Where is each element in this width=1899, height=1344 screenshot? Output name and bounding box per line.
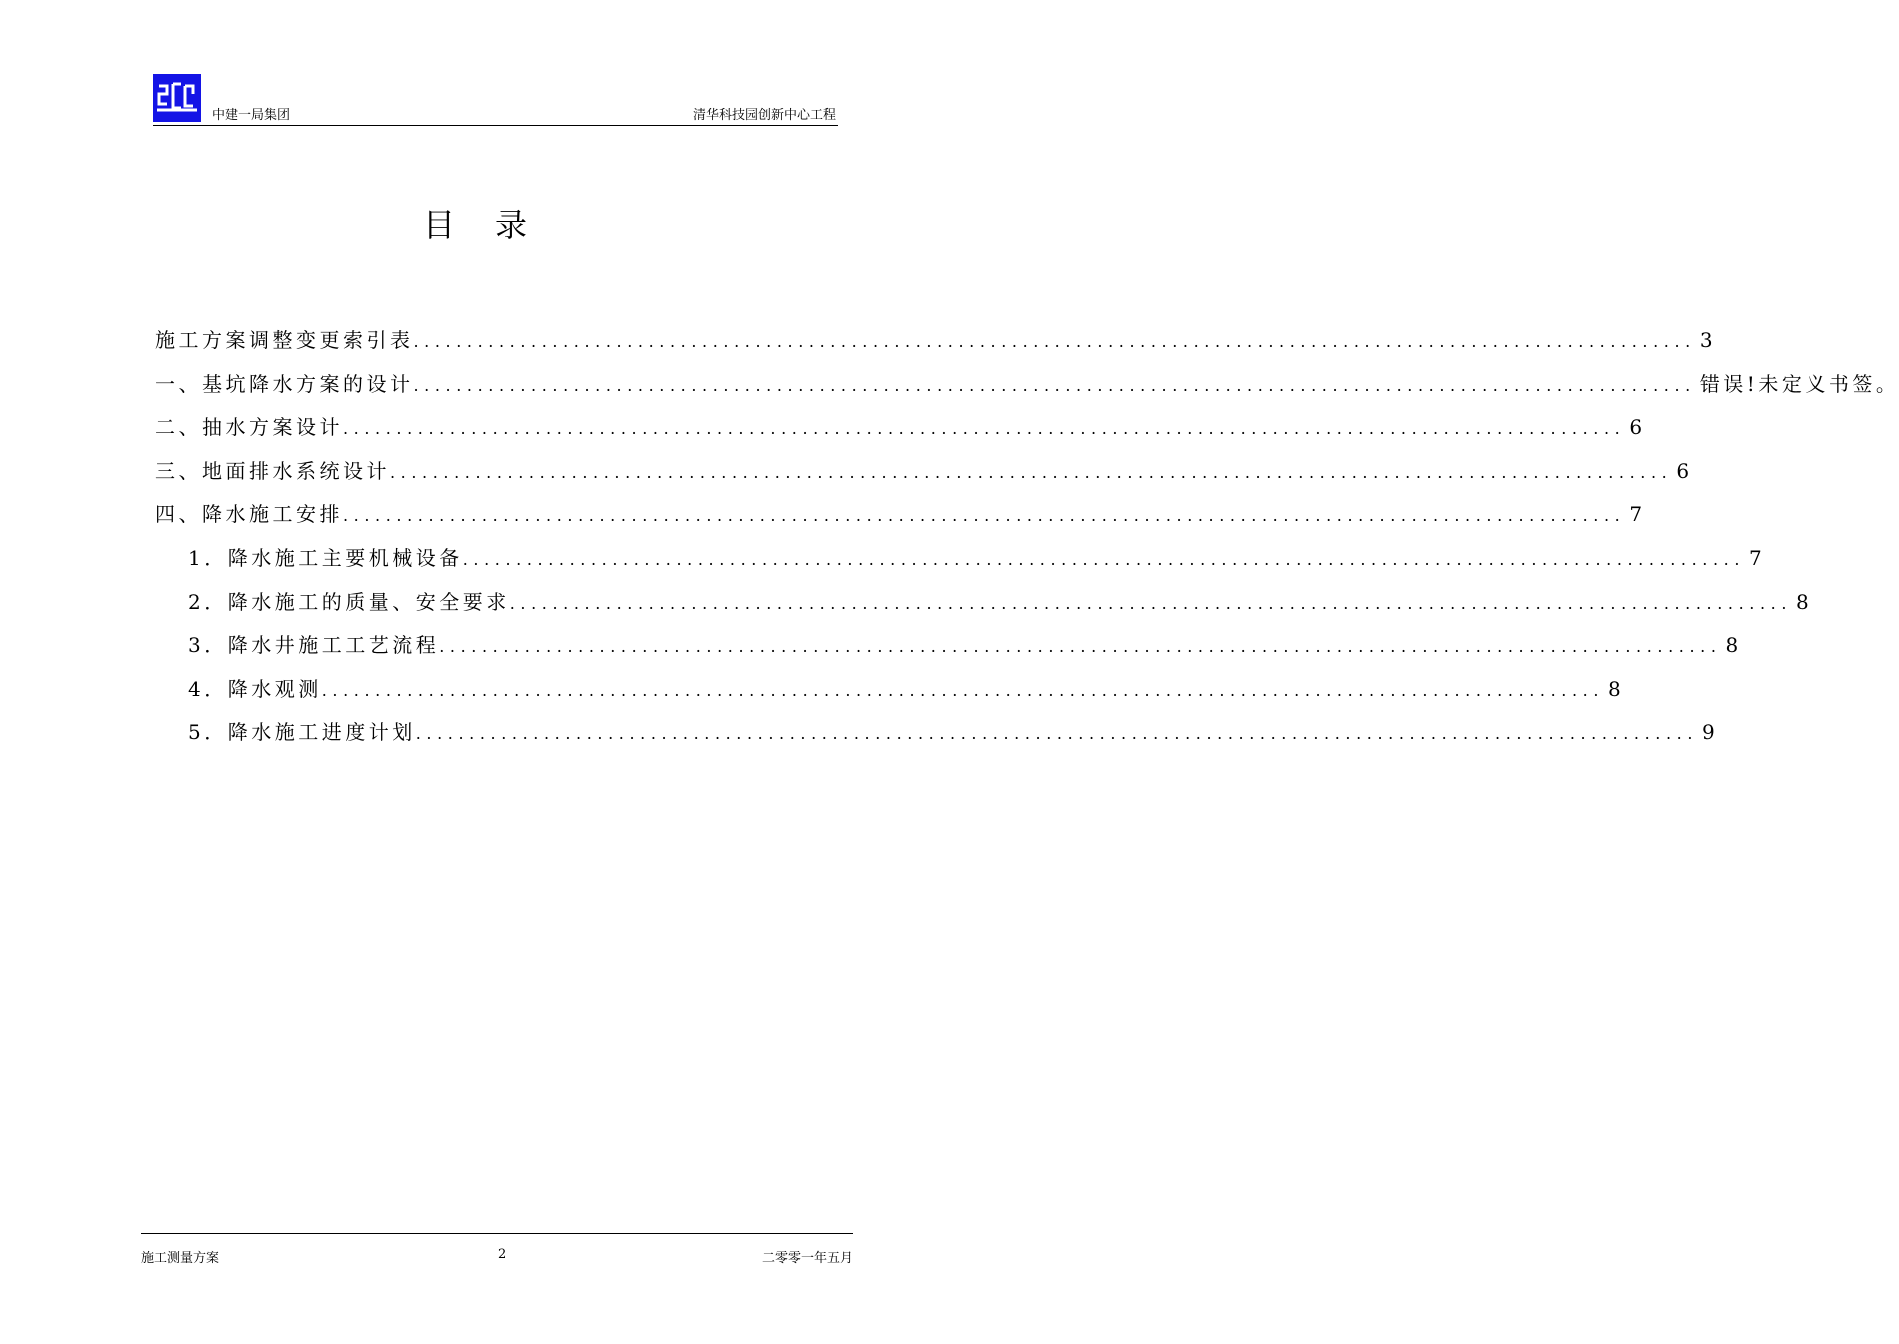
page-title: 目录 — [422, 206, 567, 244]
toc-leader-dots: ........................................................................................................................ — [439, 637, 1722, 657]
toc-leader-dots: ........................................................................................................................ — [343, 419, 1626, 439]
toc-entry-page: 9 — [1702, 720, 1715, 745]
toc-entry-title: 一、基坑降水方案的设计 — [155, 371, 414, 396]
toc-entry[interactable] — [155, 629, 1739, 673]
toc-entry-title: 四、降水施工安排 — [155, 502, 343, 527]
footer-page-number: 2 — [498, 1247, 507, 1262]
toc-entry-title: 4．降水观测 — [188, 676, 322, 701]
toc-entry-page: 8 — [1608, 676, 1621, 701]
toc-entry-title: 3．降水井施工工艺流程 — [188, 633, 440, 658]
toc-entry-page: 7 — [1629, 502, 1643, 527]
toc-entry-page: 8 — [1796, 589, 1809, 614]
toc-leader-dots: ........................................................................................................................ — [343, 506, 1626, 526]
toc-entry[interactable] — [155, 673, 1621, 717]
table-of-contents — [155, 324, 1899, 760]
toc-leader-dots: ........................................................................................................................ — [415, 724, 1699, 744]
footer-doc-name: 施工测量方案 — [141, 1251, 220, 1266]
toc-entry-title: 施工方案调整变更索引表 — [155, 328, 414, 352]
toc-entry[interactable] — [155, 455, 1690, 499]
toc-leader-dots: ........................................................................................................................ — [390, 462, 1673, 482]
toc-entry[interactable] — [155, 368, 1899, 412]
toc-leader-dots: ........................................................................................................................ — [462, 549, 1746, 569]
toc-entry-title: 二、抽水方案设计 — [155, 415, 343, 440]
toc-entry[interactable] — [155, 324, 1713, 368]
toc-leader-dots: ........................................................................................................................ — [413, 332, 1696, 351]
toc-entry-title: 5．降水施工进度计划 — [188, 720, 416, 745]
toc-entry[interactable] — [155, 586, 1809, 630]
toc-entry-page: 8 — [1725, 633, 1739, 658]
toc-leader-dots: ........................................................................................................................ — [509, 593, 1793, 613]
footer-date: 二零零一年五月 — [761, 1251, 853, 1266]
toc-leader-dots: ........................................................................................................................ — [413, 375, 1696, 395]
header-project: 清华科技园创新中心工程 — [692, 108, 836, 123]
toc-entry[interactable] — [155, 411, 1643, 455]
toc-entry[interactable] — [155, 498, 1643, 542]
toc-entry-title: 三、地面排水系统设计 — [155, 458, 390, 483]
toc-entry-page: 6 — [1629, 415, 1643, 440]
toc-entry-page: 6 — [1676, 458, 1690, 483]
toc-entry-title: 1．降水施工主要机械设备 — [188, 545, 463, 570]
toc-entry-title: 2．降水施工的质量、安全要求 — [188, 589, 510, 614]
footer-rule — [141, 1233, 853, 1234]
header-company: 中建一局集团 — [212, 108, 291, 123]
toc-leader-dots: ........................................................................................................................ — [321, 680, 1605, 700]
toc-entry-page: 7 — [1749, 545, 1762, 570]
header-rule — [153, 125, 838, 126]
toc-entry[interactable] — [155, 716, 1715, 760]
toc-entry-page: 3 — [1699, 328, 1713, 352]
toc-entry[interactable] — [155, 542, 1762, 586]
toc-entry-page: 错误!未定义书签。 — [1699, 371, 1899, 396]
company-logo — [153, 74, 201, 122]
